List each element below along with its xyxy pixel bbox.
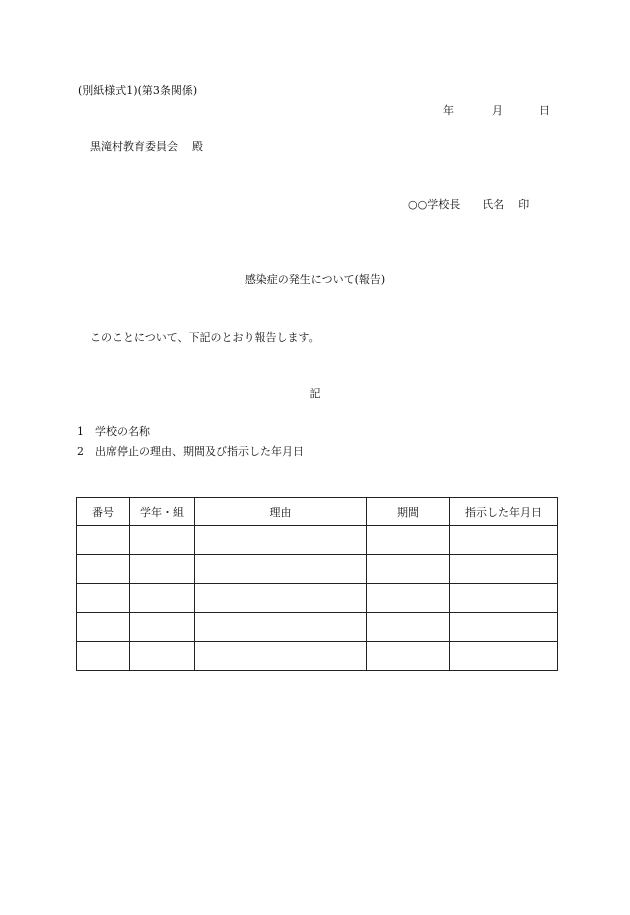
list-item [77, 426, 150, 437]
body-text: このことについて、下記のとおり報告します。 [90, 331, 320, 344]
table-cell [195, 555, 367, 584]
table-cell [130, 613, 195, 642]
table-cell [130, 642, 195, 671]
list-item-text: 学校の名称 [95, 425, 150, 438]
table-cell [77, 613, 130, 642]
table-cell [195, 642, 367, 671]
table-cell [130, 526, 195, 555]
header-reason: 理由 [195, 498, 367, 526]
table-cell [450, 555, 558, 584]
header-number: 番号 [77, 498, 130, 526]
table-cell [77, 642, 130, 671]
report-table [76, 497, 558, 671]
table-cell [195, 584, 367, 613]
sender [408, 199, 529, 210]
table-cell [195, 526, 367, 555]
table-cell [77, 584, 130, 613]
table-cell [450, 584, 558, 613]
addressee-honorific: 殿 [192, 140, 203, 153]
table-header-row [77, 498, 558, 526]
sender-school: ○○学校長 [408, 198, 461, 211]
sender-name-label: 氏名 [482, 198, 505, 211]
table-row [77, 584, 558, 613]
table-cell [130, 584, 195, 613]
date-day-label: 日 [539, 104, 550, 117]
table-cell [195, 613, 367, 642]
list-item [77, 446, 304, 457]
form-label: (別紙様式1)(第3条関係) [78, 84, 198, 97]
table-cell [130, 555, 195, 584]
addressee-name: 黒滝村教育委員会 [90, 140, 178, 153]
table-row [77, 555, 558, 584]
header-period: 期間 [367, 498, 450, 526]
document-title: 感染症の発生について(報告) [244, 273, 386, 286]
table-row [77, 613, 558, 642]
table-cell [367, 613, 450, 642]
table-cell [77, 526, 130, 555]
table-cell [367, 526, 450, 555]
ki-heading: 記 [309, 387, 321, 400]
date-year-label: 年 [443, 104, 454, 117]
date-line [443, 105, 550, 116]
table-cell [450, 642, 558, 671]
table-cell [450, 526, 558, 555]
table-cell [367, 584, 450, 613]
table-cell [450, 613, 558, 642]
table-cell [367, 555, 450, 584]
table-row [77, 642, 558, 671]
header-grade-class: 学年・組 [130, 498, 195, 526]
table-row [77, 526, 558, 555]
header-instruction-date: 指示した年月日 [450, 498, 558, 526]
addressee [90, 141, 203, 152]
list-item-number: 1 [77, 425, 84, 438]
table-cell [367, 642, 450, 671]
sender-seal: 印 [518, 198, 530, 211]
table-cell [77, 555, 130, 584]
list-item-text: 出席停止の理由、期間及び指示した年月日 [95, 445, 304, 458]
date-month-label: 月 [492, 104, 503, 117]
list-item-number: 2 [77, 445, 84, 458]
